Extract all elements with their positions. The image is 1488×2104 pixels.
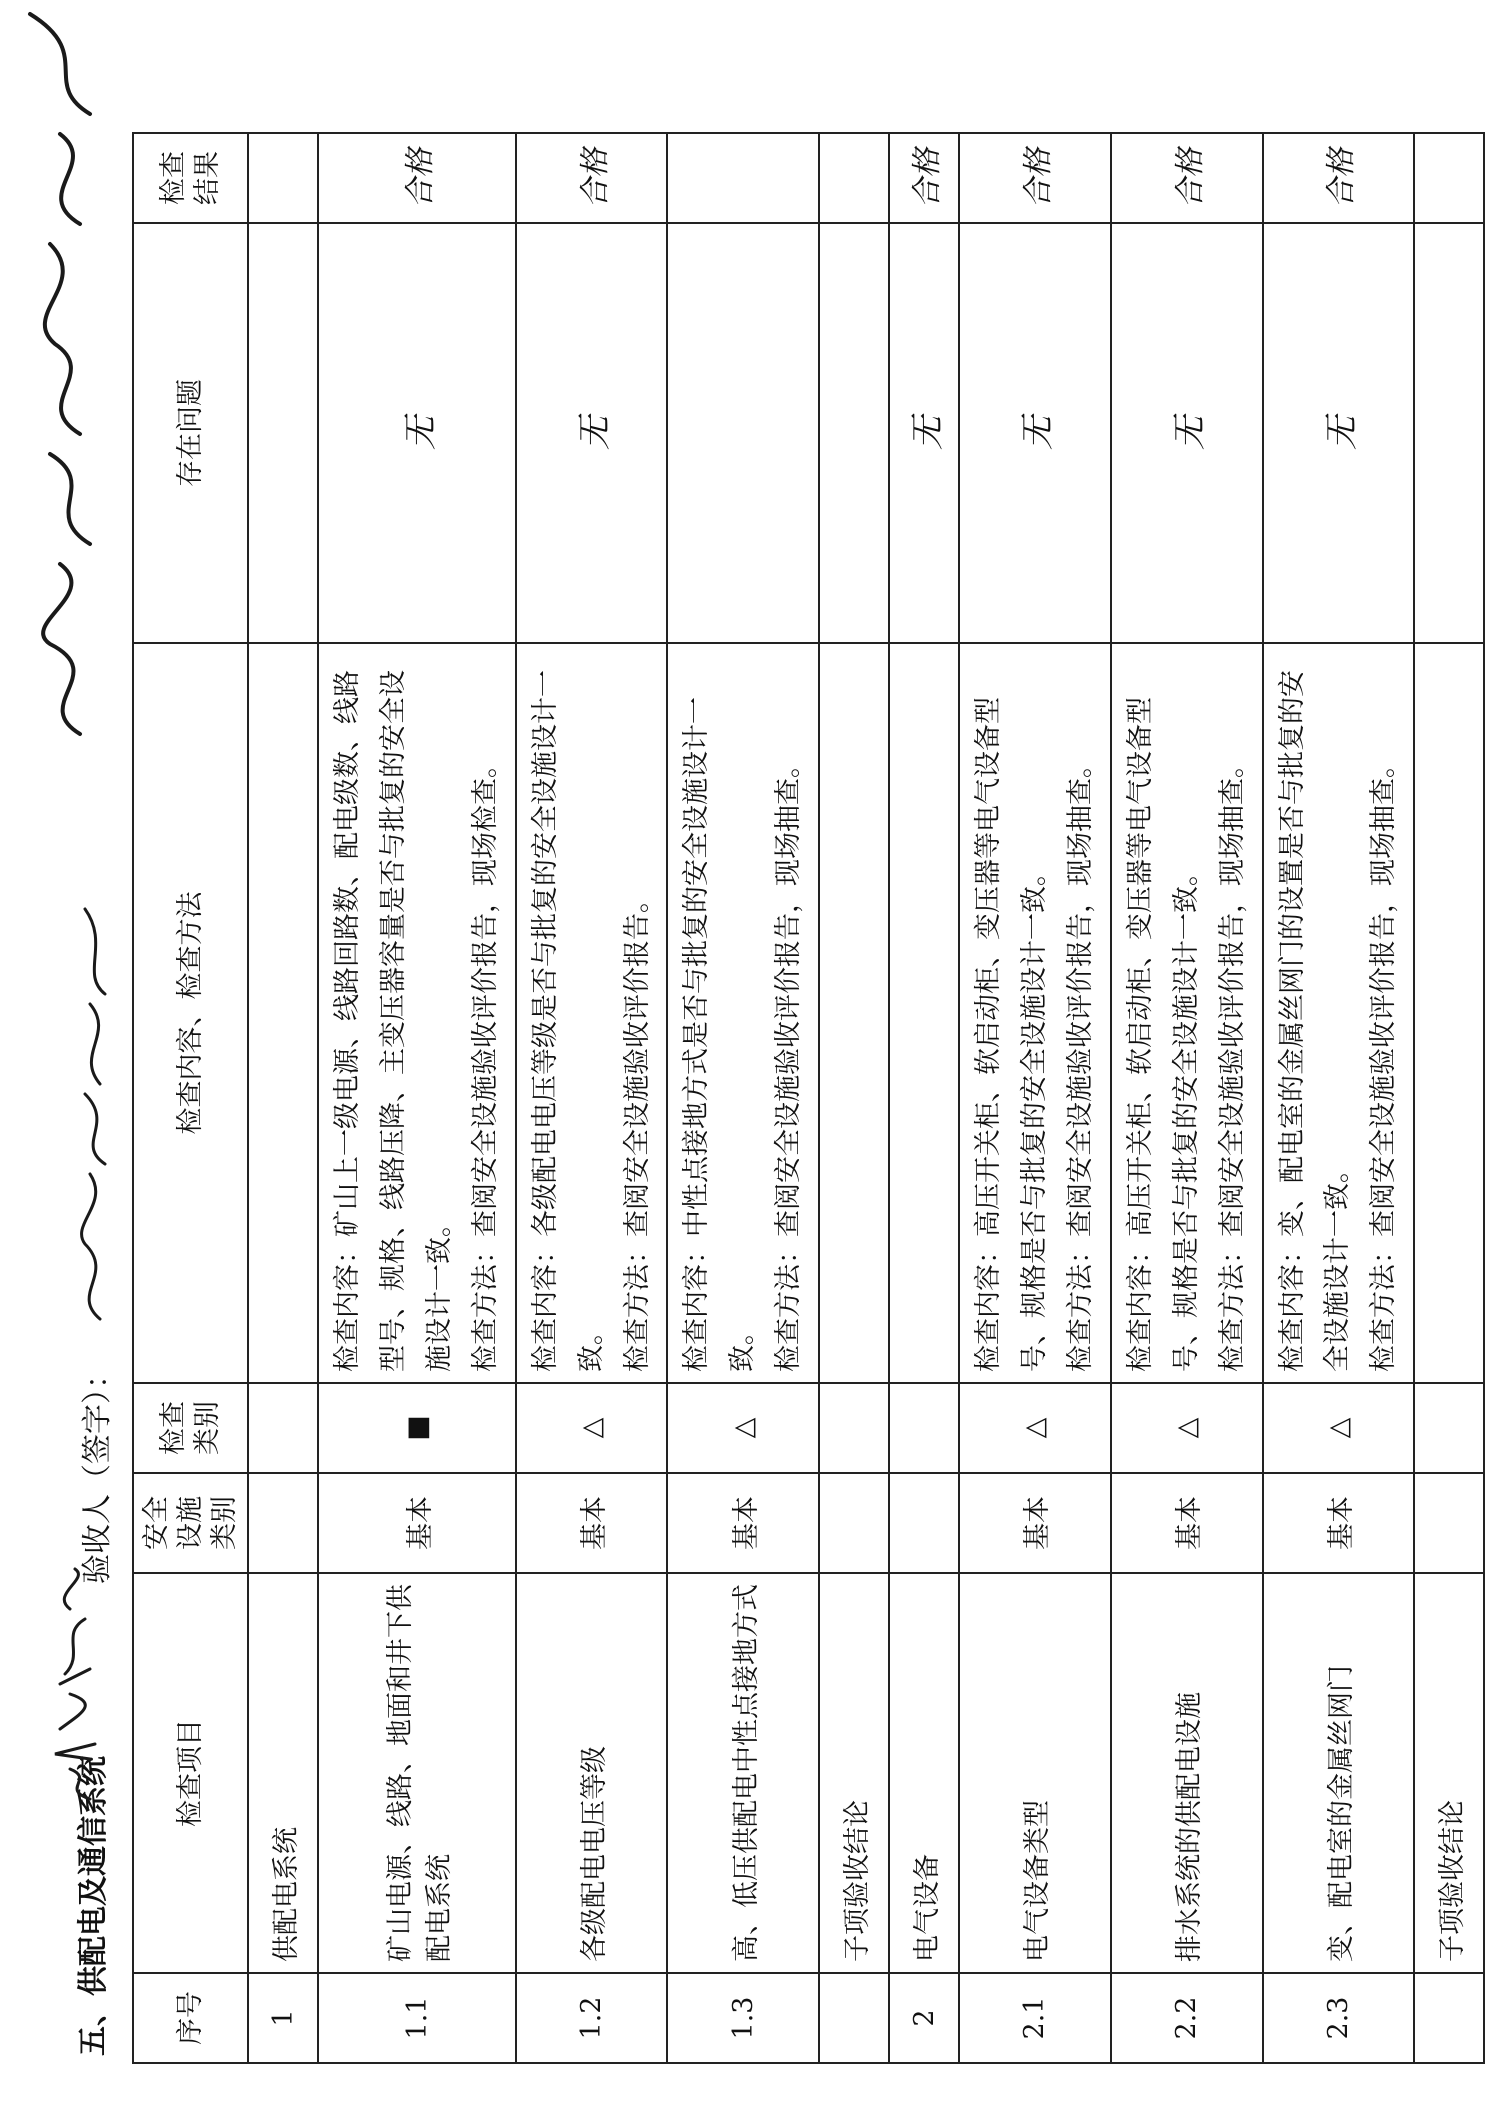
- row-result: [1414, 133, 1484, 223]
- row-issue: 无: [1111, 223, 1263, 643]
- section-title: 五、供配电及通信系统: [76, 1756, 111, 2056]
- row-content: [819, 643, 889, 1383]
- header-check-category: 检查类别: [133, 1383, 248, 1473]
- row-check-category: △: [959, 1383, 1111, 1473]
- row-result: 合格: [1111, 133, 1263, 223]
- row-check-category: △: [516, 1383, 668, 1473]
- content-line: 检查内容：中性点接地方式是否与批复的安全设施设计一致。: [681, 697, 759, 1372]
- row-content: [1263, 643, 1415, 1383]
- content-line: 检查方法：查阅安全设施验收评价报告，现场检查。: [469, 751, 501, 1372]
- header-facility-category: 安全设施类别: [133, 1473, 248, 1573]
- row-result: [819, 133, 889, 223]
- row-issue: 无: [959, 223, 1111, 643]
- row-item: 供配电系统: [248, 1573, 318, 1973]
- signer-label: 验收人（签字）：: [80, 1359, 115, 1584]
- row-facility-category: 基本: [1263, 1473, 1415, 1573]
- row-issue: 无: [1263, 223, 1415, 643]
- row-result: [248, 133, 318, 223]
- content-line: 检查内容：高压开关柜、软启动柜、变压器等电气设备型号、规格是否与批复的安全设施设计一致。: [973, 697, 1051, 1372]
- row-facility-category: [248, 1473, 318, 1573]
- row-issue: 无: [516, 223, 668, 643]
- row-issue: [667, 223, 819, 643]
- row-result: 合格: [1263, 133, 1415, 223]
- row-no: [1414, 1973, 1484, 2063]
- table-row: [959, 133, 1111, 2063]
- row-no: 1.1: [318, 1973, 516, 2063]
- content-line: 检查方法：查阅安全设施验收评价报告，现场抽查。: [1216, 751, 1248, 1372]
- row-issue: [1414, 223, 1484, 643]
- table-row: [318, 133, 516, 2063]
- row-facility-category: [1414, 1473, 1484, 1573]
- handwritten-signature-right: [10, 4, 124, 744]
- row-item: 各级配电电压等级: [516, 1573, 668, 1973]
- header-item: 检查项目: [133, 1573, 248, 1973]
- content-line: 检查内容：各级配电电压等级是否与批复的安全设施设计一致。: [529, 670, 607, 1372]
- row-content: [1111, 643, 1263, 1383]
- row-content: [667, 643, 819, 1383]
- row-facility-category: [819, 1473, 889, 1573]
- header-content-method: 检查内容、检查方法: [133, 643, 248, 1383]
- table-row: [667, 133, 819, 2063]
- signer-line: [72, 1359, 116, 1584]
- row-check-category: [1414, 1383, 1484, 1473]
- row-item: 变、配电室的金属丝网门: [1263, 1573, 1415, 1973]
- row-no: 2.1: [959, 1973, 1111, 2063]
- row-facility-category: 基本: [516, 1473, 668, 1573]
- table-row: [819, 133, 889, 2063]
- row-facility-category: 基本: [318, 1473, 516, 1573]
- row-content: [959, 643, 1111, 1383]
- header-row: [133, 133, 248, 2063]
- row-item: 排水系统的供配电设施: [1111, 1573, 1263, 1973]
- row-item: 子项验收结论: [1414, 1573, 1484, 1973]
- row-no: 2.3: [1263, 1973, 1415, 2063]
- table-row: [1263, 133, 1415, 2063]
- handwritten-signature-middle: [60, 904, 134, 1324]
- header-result: 检查结果: [133, 133, 248, 223]
- row-issue: 无: [318, 223, 516, 643]
- row-item: 矿山电源、线路、地面和井下供配电系统: [318, 1573, 516, 1973]
- row-no: 1.2: [516, 1973, 668, 2063]
- content-line: 检查方法：查阅安全设施验收评价报告，现场抽查。: [1368, 751, 1400, 1372]
- row-check-category: △: [1263, 1383, 1415, 1473]
- row-content: [516, 643, 668, 1383]
- row-check-category: [248, 1383, 318, 1473]
- row-result: 合格: [889, 133, 959, 223]
- row-result: 合格: [959, 133, 1111, 223]
- row-check-category: ■: [318, 1383, 516, 1473]
- table-row: [1414, 133, 1484, 2063]
- row-no: 1.3: [667, 1973, 819, 2063]
- row-content: [889, 643, 959, 1383]
- table-row: [889, 133, 959, 2063]
- row-item: 子项验收结论: [819, 1573, 889, 1973]
- row-check-category: [819, 1383, 889, 1473]
- table-row: [248, 133, 318, 2063]
- content-line: 检查方法：查阅安全设施验收评价报告。: [621, 886, 653, 1372]
- row-facility-category: 基本: [667, 1473, 819, 1573]
- row-facility-category: 基本: [959, 1473, 1111, 1573]
- row-check-category: △: [667, 1383, 819, 1473]
- row-check-category: △: [1111, 1383, 1263, 1473]
- row-issue: 无: [889, 223, 959, 643]
- row-no: 2.2: [1111, 1973, 1263, 2063]
- row-result: [667, 133, 819, 223]
- row-facility-category: [889, 1473, 959, 1573]
- row-no: 1: [248, 1973, 318, 2063]
- inspection-table: [132, 132, 1485, 2064]
- row-item: 高、低压供配电中性点接地方式: [667, 1573, 819, 1973]
- table-row: [516, 133, 668, 2063]
- row-facility-category: 基本: [1111, 1473, 1263, 1573]
- row-issue: [819, 223, 889, 643]
- content-line: 检查方法：查阅安全设施验收评价报告，现场抽查。: [1064, 751, 1096, 1372]
- header-issues: 存在问题: [133, 223, 248, 643]
- row-item: 电气设备: [889, 1573, 959, 1973]
- content-line: 检查内容：矿山上一级电源、线路回路数、配电级数、线路型号、规格、线路压降、主变压器容量是否与批复的安全设施设计一致。: [332, 670, 456, 1372]
- table-body: [248, 133, 1484, 2063]
- content-line: 检查内容：高压开关柜、软启动柜、变压器等电气设备型号、规格是否与批复的安全设施设计一致。: [1124, 697, 1202, 1372]
- header-no: 序号: [133, 1973, 248, 2063]
- row-item: 电气设备类型: [959, 1573, 1111, 1973]
- content-line: 检查方法：查阅安全设施验收评价报告，现场抽查。: [773, 751, 805, 1372]
- row-content: [318, 643, 516, 1383]
- table-row: [1111, 133, 1263, 2063]
- row-result: 合格: [318, 133, 516, 223]
- row-issue: [248, 223, 318, 643]
- row-check-category: [889, 1383, 959, 1473]
- row-content: [1414, 643, 1484, 1383]
- row-content: [248, 643, 318, 1383]
- row-no: [819, 1973, 889, 2063]
- row-no: 2: [889, 1973, 959, 2063]
- content-line: 检查内容：变、配电室的金属丝网门的设置是否与批复的安全设施设计一致。: [1276, 670, 1354, 1372]
- row-result: 合格: [516, 133, 668, 223]
